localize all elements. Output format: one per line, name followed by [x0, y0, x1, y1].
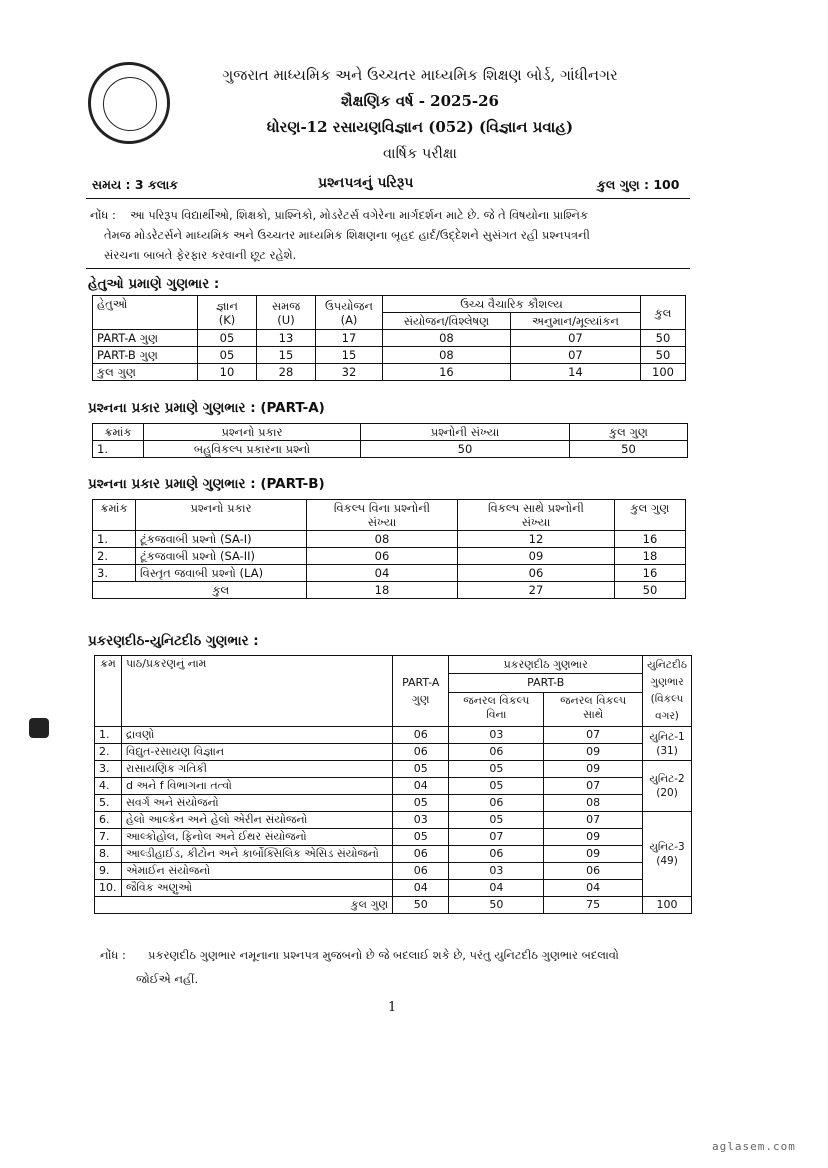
total-label: કુલ	[136, 582, 307, 599]
cell-k: 10	[198, 364, 257, 381]
cell-total: 50	[641, 330, 686, 347]
cell-sr: 7.	[95, 829, 122, 846]
total-general-without: 50	[449, 897, 544, 914]
cell-name: જૈવિક અણુઓ	[121, 880, 392, 897]
total-unit: 100	[643, 897, 692, 914]
cell-general-without: 04	[449, 880, 544, 897]
table-row	[93, 330, 686, 347]
note-label: નોંધ :	[90, 208, 116, 222]
cell-sr: 3.	[93, 565, 136, 582]
cell-name: આલ્કોહોલ, ફિનોલ અને ઈથર સંયોજનો	[121, 829, 392, 846]
note-line: તેમજ મોડરેટર્સને માધ્યમિક અને ઉચ્ચતર માધ્યમિક શિક્ષણના બૃહદ હાર્દ/ઉદ્દેશને સુસંગત રહી પ્રશ્નપત્રની	[104, 228, 590, 242]
col-part-a-marks: ગુણ	[393, 692, 449, 727]
unit-label: યુનિટ-2	[649, 773, 685, 785]
unit-weight-cell	[643, 812, 692, 897]
cell-sr: 1.	[93, 441, 144, 458]
cell-sr: 3.	[95, 761, 122, 778]
cell-sr: 5.	[95, 795, 122, 812]
cell-part-a: 06	[393, 846, 449, 863]
cell-general-with: 06	[544, 863, 643, 880]
cell-type: બહુવિકલ્પ પ્રકારના પ્રશ્નો	[144, 441, 361, 458]
exam-time: સમય : 3 કલાક	[92, 177, 179, 192]
cell-name: હેલો આલ્કેન અને હેલો એરીન સંયોજનો	[121, 812, 392, 829]
cell-part-a: 06	[393, 744, 449, 761]
note-line: પ્રકરણદીઠ ગુણભાર નમૂનાના પ્રશ્નપત્ર મુજબનો છે જે બદલાઈ શકે છે, પરંતુ યુનિટદીઠ ગુણભાર બદલાવો	[148, 948, 619, 962]
scan-mark	[29, 718, 49, 738]
col-without-choice: વિકલ્પ વિના પ્રશ્નોની સંખ્યા	[307, 500, 458, 531]
cell-general-without: 03	[449, 863, 544, 880]
col-understanding: સમજ (U)	[257, 296, 316, 330]
total-marks: કુલ ગુણ : 100	[597, 177, 680, 192]
cell-part-a: 04	[393, 880, 449, 897]
table-row	[95, 846, 692, 863]
unit-label: યુનિટ-3	[649, 841, 685, 853]
col-type: પ્રશ્નનો પ્રકાર	[136, 500, 307, 531]
cell-name: એમાઈન સંયોજનો	[121, 863, 392, 880]
note-line: આ પરિરૂપ વિદ્યાર્થીઓ, શિક્ષકો, પ્રાશ્નિકો, મોડરેટર્સ વગેરેના માર્ગદર્શન માટે છે. જે તે વિષયોના પ્રાશ્નિક	[130, 208, 589, 222]
cell-general-without: 05	[449, 778, 544, 795]
cell-sr: 6.	[95, 812, 122, 829]
board-name: ગુજરાત માધ્યમિક અને ઉચ્ચતર માધ્યમિક શિક્ષણ બોર્ડ, ગાંધીનગર	[222, 66, 618, 84]
cell-marks: 50	[570, 441, 688, 458]
col-part-a: PART-A	[393, 674, 449, 692]
cell-sr: 9.	[95, 863, 122, 880]
col-application: ઉપયોજન (A)	[316, 296, 383, 330]
cell-general-with: 09	[544, 829, 643, 846]
cell-general-with: 07	[544, 778, 643, 795]
col-name: પાઠ/પ્રકરણનું નામ	[121, 656, 392, 727]
cell-part-a: 06	[393, 727, 449, 744]
cell-general-without: 06	[449, 795, 544, 812]
col-unit-weight: યુનિટદીઠ ગુણભાર (વિકલ્પ વગર)	[643, 656, 692, 727]
col-general-without: જનરલ વિકલ્પ વિના	[449, 692, 544, 727]
col-sr: ક્રમ	[95, 656, 122, 727]
cell-name: દ્રાવણો	[121, 727, 392, 744]
cell-sr: 1.	[93, 531, 136, 548]
cell-type: ટૂંકજવાબી પ્રશ્નો (SA-I)	[136, 531, 307, 548]
cell-part-a: 05	[393, 829, 449, 846]
col-marks: કુલ ગુણ	[570, 424, 688, 441]
unit-value: (31)	[656, 744, 678, 757]
cell-sr: 8.	[95, 846, 122, 863]
cell-k: 05	[198, 330, 257, 347]
cell-a: 15	[316, 347, 383, 364]
part-a-title: પ્રશ્નના પ્રકાર પ્રમાણે ગુણભાર : (PART-A)	[88, 400, 325, 416]
cell-count: 50	[361, 441, 570, 458]
cell-e: 07	[510, 347, 640, 364]
col-higher-order: ઉચ્ચ વૈચારિક કૌશલ્ય	[383, 296, 641, 313]
table-row	[95, 863, 692, 880]
cell-sr: 4.	[95, 778, 122, 795]
divider	[86, 268, 690, 269]
cell-marks: 18	[615, 548, 686, 565]
row-label: PART-B ગુણ	[93, 347, 198, 364]
part-b-table	[92, 499, 686, 599]
col-sr: ક્રમાંક	[93, 500, 136, 531]
cell-u: 28	[257, 364, 316, 381]
table-row	[95, 761, 692, 778]
col-chapter-weight: પ્રકરણદીઠ ગુણભાર	[449, 656, 643, 674]
cell-a: 17	[316, 330, 383, 347]
cell-sr: 10.	[95, 880, 122, 897]
cell-general-without: 07	[449, 829, 544, 846]
row-label: કુલ ગુણ	[93, 364, 198, 381]
cell-type: વિસ્તૃત જવાબી પ્રશ્નો (LA)	[136, 565, 307, 582]
cell-general-without: 03	[449, 727, 544, 744]
objectives-table	[92, 295, 686, 381]
subject-title: ધોરણ-12 રસાયણવિજ્ઞાન (052) (વિજ્ઞાન પ્રવાહ)	[266, 118, 574, 136]
cell-sr: 1.	[95, 727, 122, 744]
board-seal-icon	[88, 62, 170, 144]
cell-with: 12	[458, 531, 615, 548]
cell-general-with: 08	[544, 795, 643, 812]
cell-marks: 16	[615, 531, 686, 548]
total-without: 18	[307, 582, 458, 599]
total-label: કુલ ગુણ	[121, 897, 392, 914]
table-row	[93, 531, 686, 548]
cell-part-a: 05	[393, 795, 449, 812]
cell-name: d અને f વિભાગના તત્વો	[121, 778, 392, 795]
col-general-with: જનરલ વિકલ્પ સાથે	[544, 692, 643, 727]
cell-part-a: 05	[393, 761, 449, 778]
part-b-title: પ્રશ્નના પ્રકાર પ્રમાણે ગુણભાર : (PART-B)	[88, 476, 325, 492]
table-row	[93, 364, 686, 381]
table-row	[95, 829, 692, 846]
table-row	[93, 347, 686, 364]
table-row-total	[95, 897, 692, 914]
cell-part-a: 03	[393, 812, 449, 829]
col-part-b: PART-B	[449, 674, 643, 692]
col-type: પ્રશ્નનો પ્રકાર	[144, 424, 361, 441]
cell-e: 14	[510, 364, 640, 381]
cell-name: આલ્ડીહાઈડ, કીટોન અને કાર્બોક્સિલિક એસિડ સંયોજનો	[121, 846, 392, 863]
cell-u: 15	[257, 347, 316, 364]
objectives-title: હેતુઓ પ્રમાણે ગુણભાર :	[88, 276, 220, 292]
table-row	[95, 778, 692, 795]
cell-sr: 2.	[95, 744, 122, 761]
watermark: aglasem.com	[712, 1140, 796, 1153]
table-row	[95, 744, 692, 761]
cell-general-with: 07	[544, 812, 643, 829]
cell-name: વિદ્યુત-રસાયણ વિજ્ઞાન	[121, 744, 392, 761]
col-knowledge: જ્ઞાન (K)	[198, 296, 257, 330]
cell-type: ટૂંકજવાબી પ્રશ્નો (SA-II)	[136, 548, 307, 565]
cell-k: 05	[198, 347, 257, 364]
col-evaluation: અનુમાન/મૂલ્યાંકન	[510, 313, 640, 330]
cell-sr: 2.	[93, 548, 136, 565]
cell-general-without: 06	[449, 744, 544, 761]
col-with-choice: વિકલ્પ સાથે પ્રશ્નોની સંખ્યા	[458, 500, 615, 531]
cell-part-a: 06	[393, 863, 449, 880]
cell-marks: 16	[615, 565, 686, 582]
cell-total: 50	[641, 347, 686, 364]
unit-label: યુનિટ-1	[649, 730, 685, 743]
col-objective: હેતુઓ	[93, 296, 198, 330]
cell-without: 06	[307, 548, 458, 565]
cell-general-without: 05	[449, 812, 544, 829]
note-line: સંરચના બાબતે ફેરફાર કરવાની છૂટ રહેશે.	[104, 248, 297, 262]
total-general-with: 75	[544, 897, 643, 914]
cell-e: 07	[510, 330, 640, 347]
cell-general-without: 06	[449, 846, 544, 863]
row-label: PART-A ગુણ	[93, 330, 198, 347]
table-row	[95, 795, 692, 812]
total-marks: 50	[615, 582, 686, 599]
col-sr: ક્રમાંક	[93, 424, 144, 441]
cell-general-with: 09	[544, 846, 643, 863]
table-row	[95, 812, 692, 829]
chapters-table	[94, 655, 692, 914]
cell-part-a: 04	[393, 778, 449, 795]
total-with: 27	[458, 582, 615, 599]
cell-without: 04	[307, 565, 458, 582]
cell-s: 08	[383, 330, 511, 347]
cell-name: સવર્ગ અને સંયોજનો	[121, 795, 392, 812]
col-synthesis: સંયોજન/વિશ્લેષણ	[383, 313, 511, 330]
cell-general-with: 09	[544, 761, 643, 778]
table-row	[93, 441, 688, 458]
unit-weight-cell	[643, 761, 692, 812]
cell-general-with: 04	[544, 880, 643, 897]
cell-general-with: 07	[544, 727, 643, 744]
unit-value: (20)	[656, 787, 678, 799]
unit-weight-cell	[643, 727, 692, 761]
cell-total: 100	[641, 364, 686, 381]
cell-general-without: 05	[449, 761, 544, 778]
note-line: જોઈએ નહીં.	[136, 972, 199, 986]
cell-name: રાસાયણિક ગતિકી	[121, 761, 392, 778]
cell-a: 32	[316, 364, 383, 381]
table-row	[93, 565, 686, 582]
cell-with: 06	[458, 565, 615, 582]
exam-name: વાર્ષિક પરીક્ષા	[383, 146, 457, 162]
col-marks: કુલ ગુણ	[615, 500, 686, 531]
paper-title: પ્રશ્નપત્રનું પરિરૂપ	[318, 175, 414, 191]
cell-with: 09	[458, 548, 615, 565]
page-number: 1	[388, 1000, 397, 1015]
academic-year: શૈક્ષણિક વર્ષ - 2025-26	[341, 92, 499, 110]
chapters-title: પ્રકરણદીઠ-યુનિટદીઠ ગુણભાર :	[88, 633, 259, 649]
divider	[86, 198, 690, 199]
cell-s: 08	[383, 347, 511, 364]
cell-s: 16	[383, 364, 511, 381]
cell-without: 08	[307, 531, 458, 548]
table-row	[93, 548, 686, 565]
cell-general-with: 09	[544, 744, 643, 761]
table-row	[95, 727, 692, 744]
table-row	[95, 880, 692, 897]
col-total: કુલ	[641, 296, 686, 330]
note-label: નોંધ :	[100, 948, 126, 962]
cell-u: 13	[257, 330, 316, 347]
unit-value: (49)	[656, 855, 678, 867]
part-a-table	[92, 423, 688, 458]
total-part-a: 50	[393, 897, 449, 914]
col-count: પ્રશ્નોની સંખ્યા	[361, 424, 570, 441]
